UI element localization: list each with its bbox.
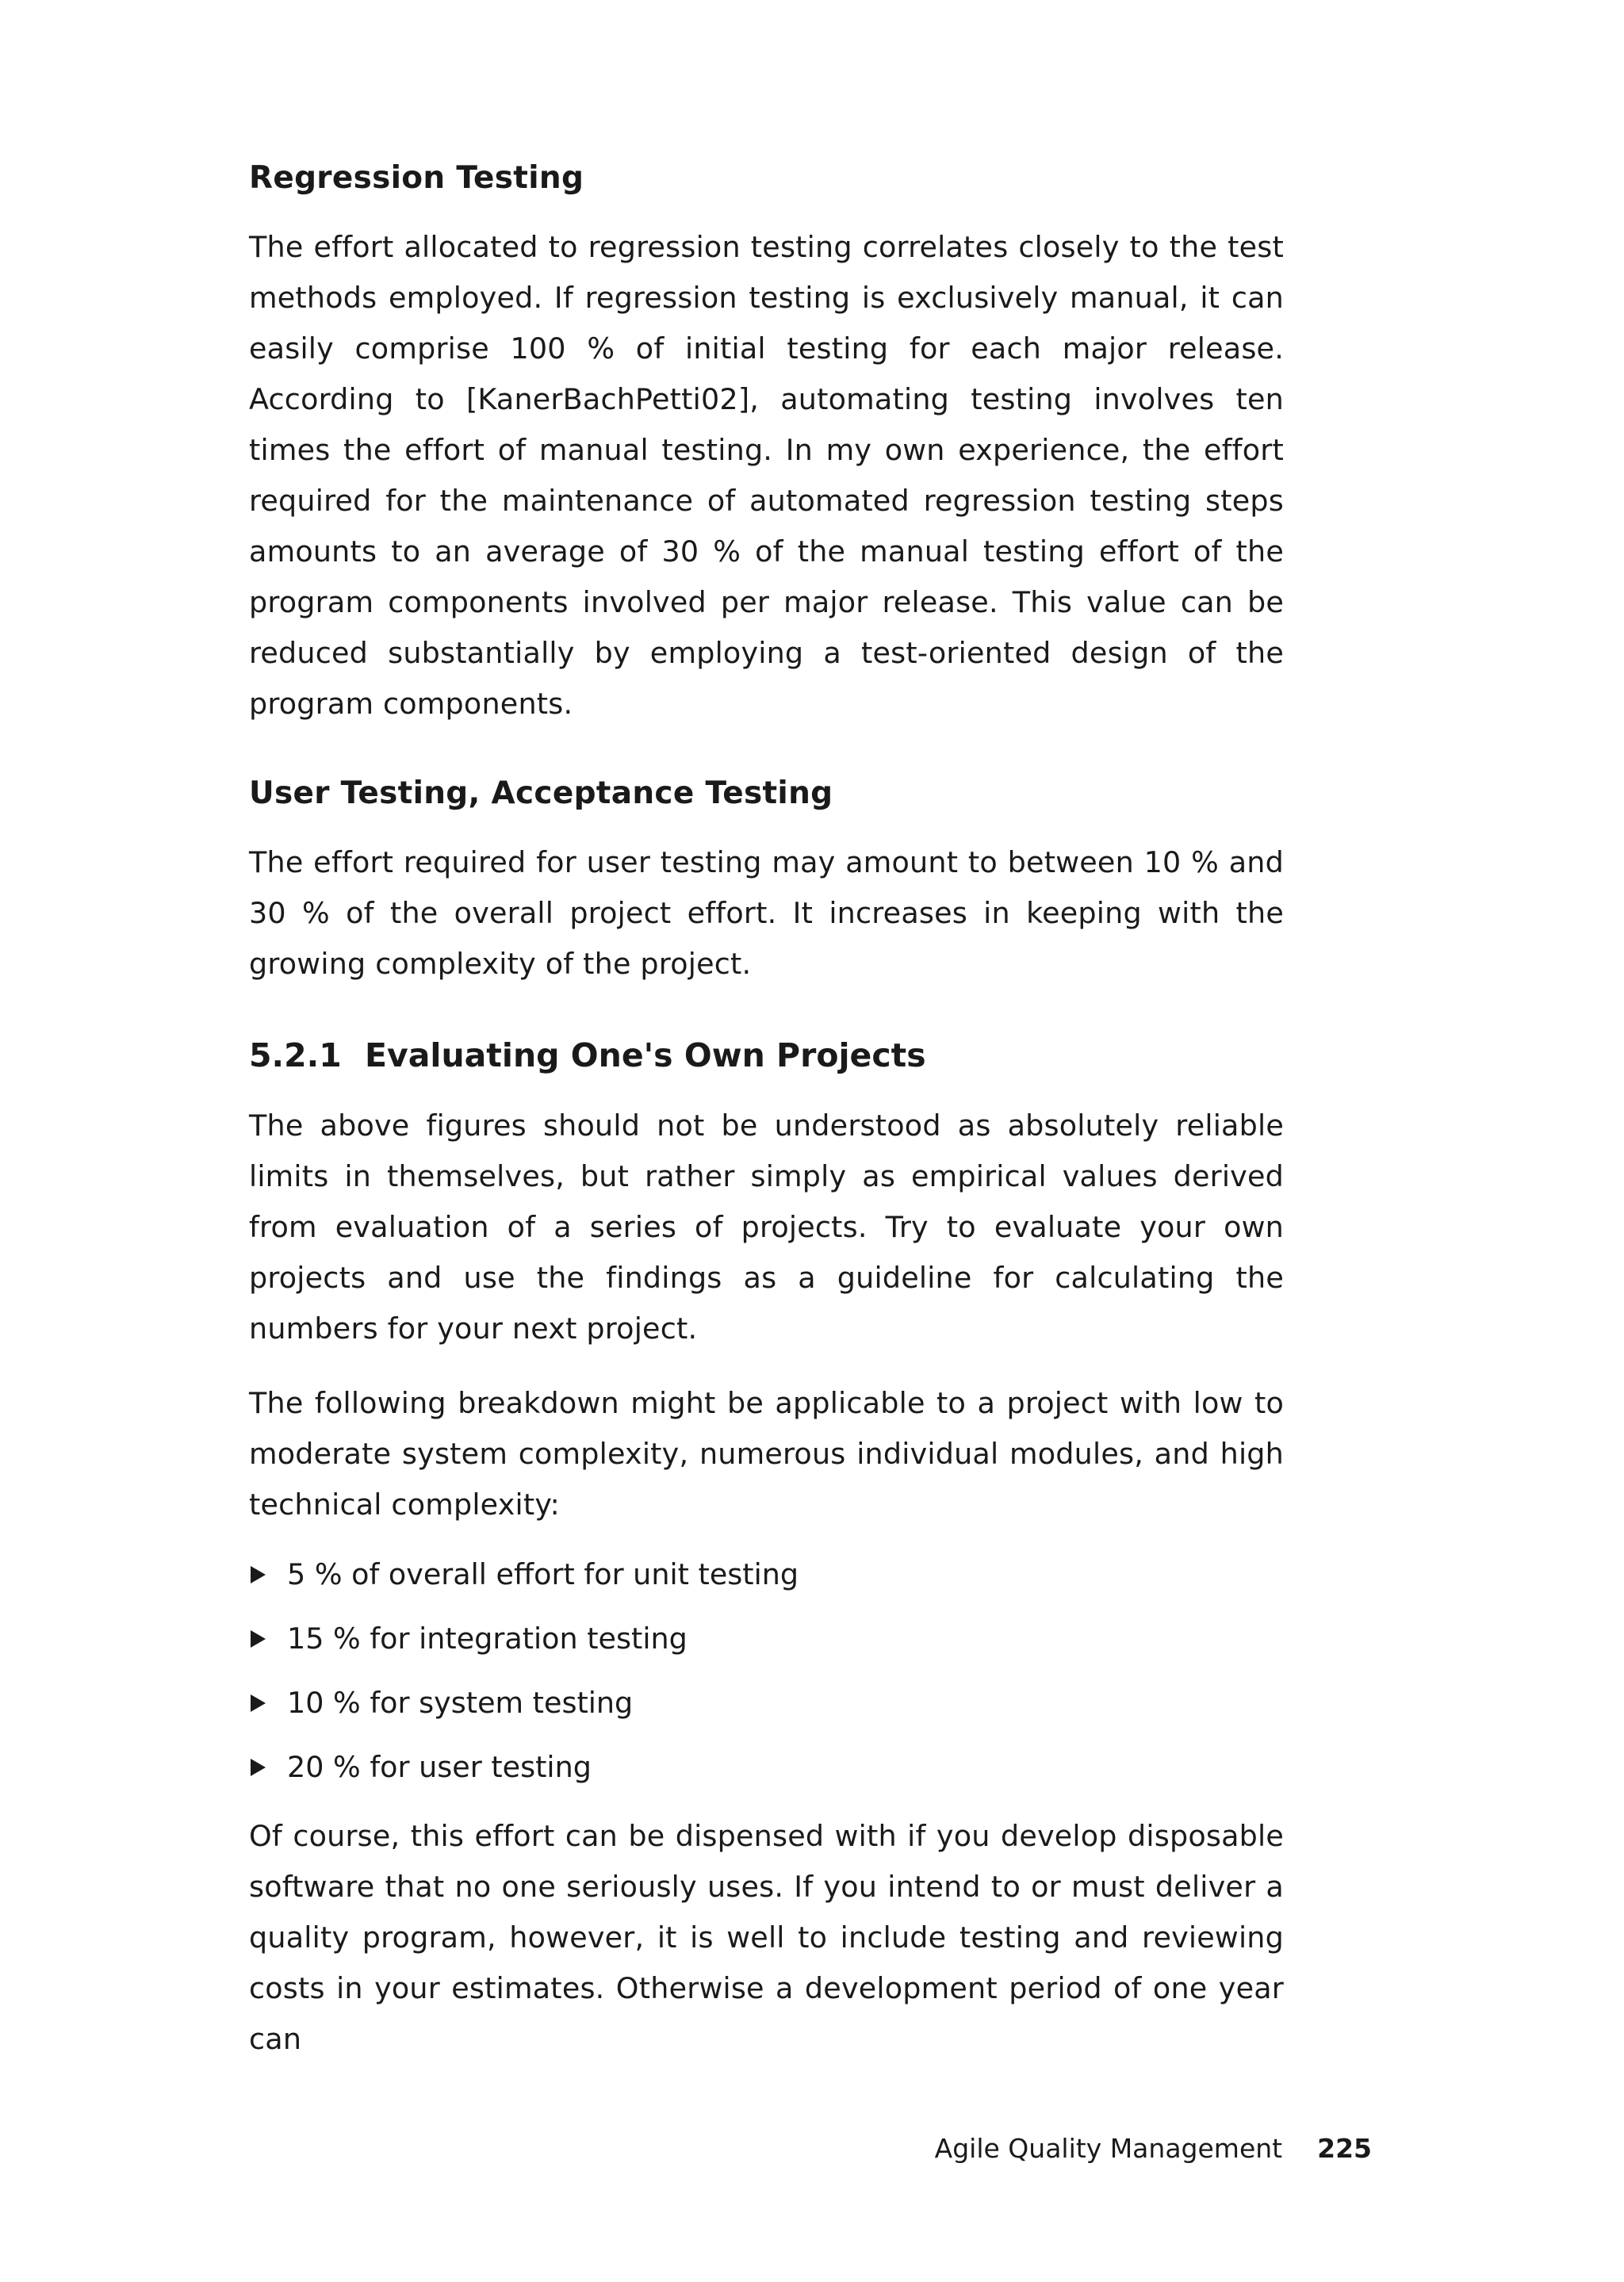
list-item (249, 1683, 1284, 1724)
running-title: Agile Quality Management (934, 2133, 1283, 2164)
user-testing-paragraph: The effort required for user testing may amount to between 10 % and 30 % of the overall project effort. It increases in keeping with the growing complexity of the project. (249, 845, 1284, 981)
regression-testing-paragraph: The effort allocated to regression testing correlates closely to the test methods employed. If regression testing is exclusively manual, it can easily comprise 100 % of initial testing for each major release. According to [KanerBachPetti02], automating testing involves ten times the effort of manual testing. In my own experience, the effort required for the maintenance of automated regression testing steps amounts to an average of 30 % of the manual testing effort of the program components involved per major release. This value can be reduced substantially by employing a test-oriented design of the program components. (249, 230, 1284, 721)
regression-testing-heading: Regression Testing (249, 160, 584, 196)
triangle-bullet-icon (251, 1566, 266, 1583)
evaluating-paragraph-2: The following breakdown might be applicable to a project with low to moderate system complexity, numerous individual modules, and high technical complexity: (249, 1386, 1284, 1522)
list-item-text: 5 % of overall effort for unit testing (287, 1557, 799, 1591)
user-testing-heading: User Testing, Acceptance Testing (249, 775, 833, 811)
page-footer (935, 2131, 1372, 2166)
triangle-bullet-icon (251, 1694, 266, 1712)
section-number: 5.2.1 (249, 1036, 342, 1074)
effort-breakdown-list (249, 1554, 1284, 1788)
section-heading-5-2-1 (249, 1034, 1284, 1077)
list-item (249, 1554, 1284, 1595)
page-content (249, 159, 1284, 2089)
page-number: 225 (1317, 2133, 1372, 2164)
list-item-text: 10 % for system testing (287, 1686, 634, 1720)
list-item-text: 15 % for integration testing (287, 1622, 688, 1656)
list-item (249, 1618, 1284, 1660)
evaluating-paragraph-3: Of course, this effort can be dispensed with if you develop disposable software that no one seriously uses. If you intend to or must deliver a quality program, however, it is well to include testing and reviewing costs in your estimates. Otherwise a development period of one year can (249, 1819, 1284, 2056)
triangle-bullet-icon (251, 1630, 266, 1648)
list-item-text: 20 % for user testing (287, 1750, 592, 1784)
evaluating-paragraph-1: The above figures should not be understood as absolutely reliable limits in themselves, but rather simply as empirical values derived from evaluation of a series of projects. Try to evaluate your own projects and use the findings as a guideline for calculating the numbers for your next project. (249, 1108, 1284, 1346)
section-title: Evaluating One's Own Projects (365, 1036, 926, 1074)
list-item (249, 1747, 1284, 1788)
triangle-bullet-icon (251, 1759, 266, 1776)
